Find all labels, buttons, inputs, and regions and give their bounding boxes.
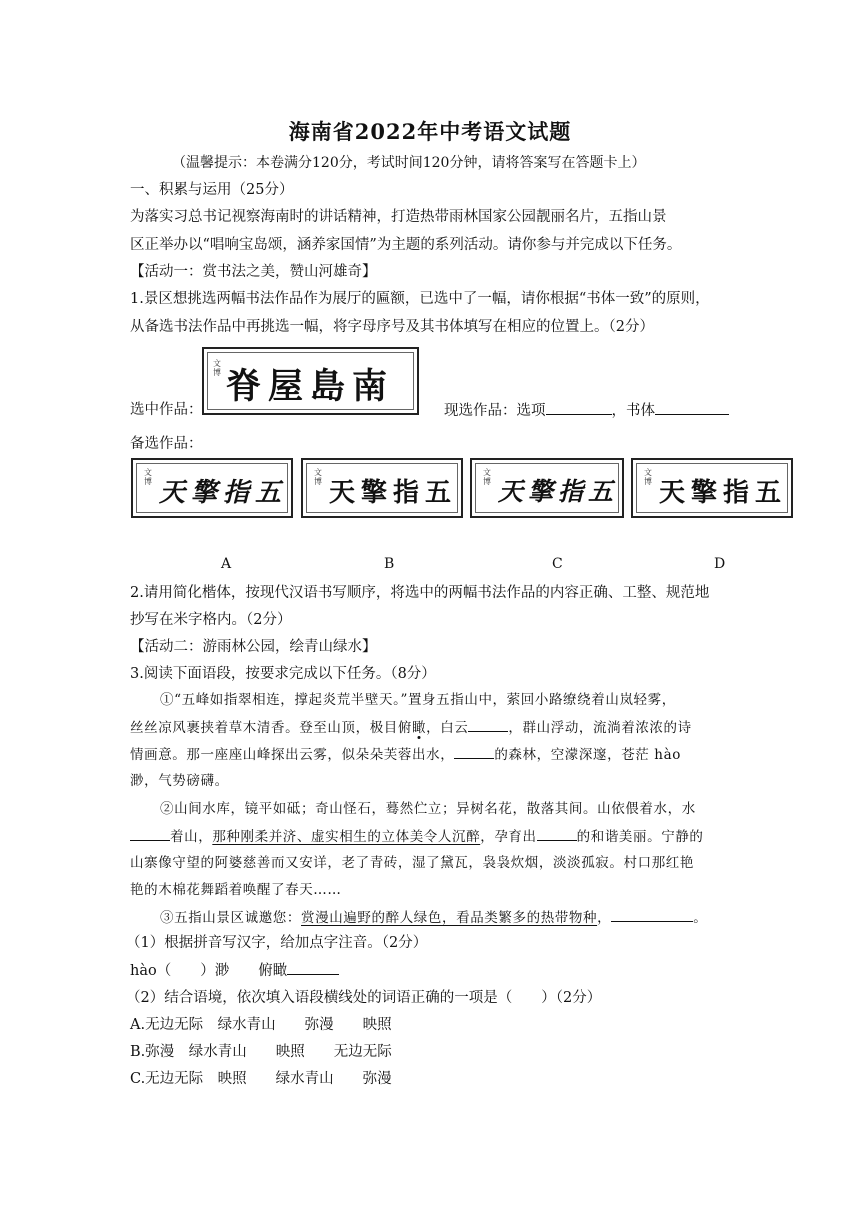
selected-label: 选中作品：	[130, 402, 203, 418]
paragraph-1-line-4: 渺，气势磅礴。	[130, 773, 229, 789]
paragraph-1-line-2: 丝丝凉风裹挟着草木清香。登至山顶，极目俯瞰，白云 ，群山浮动，流淌着浓浓的诗	[130, 717, 692, 738]
paragraph-1-line-1: ①“五峰如指翠相连，撑起炎荒半壁天。”置身五指山中，萦回小路缭绕着山岚轻雾，	[160, 692, 676, 708]
option-b-text: 五指擎天	[329, 478, 458, 508]
selected-calligraphy-plaque	[202, 347, 419, 415]
pinyin-blank[interactable]	[287, 960, 339, 975]
current-choice-label: 现选作品：选项	[444, 403, 546, 419]
sub-question-1-answer: hào（ ）渺 俯瞰	[130, 960, 339, 981]
question-1-line-1: 1.景区想挑选两幅书法作品作为展厅的匾额，已选中了一幅，请你根据“书体一致”的原则，	[130, 291, 710, 307]
fill-blank-3[interactable]	[130, 826, 170, 841]
choice-b: B.弥漫 绿水青山 映照 无边无际	[130, 1044, 392, 1060]
underlined-sentence: 赏漫山遍野的醉人绿色，看品类繁多的热带物种	[301, 910, 598, 926]
sub-question-2: （2）结合语境，依次填入语段横线处的词语正确的一项是（ ）（2分）	[126, 990, 602, 1006]
question-2-line-2: 抄写在米字格内。（2分）	[130, 612, 292, 628]
activity-one-heading: 【活动一：赏书法之美，赞山河雄奇】	[130, 264, 377, 280]
style-label: ，书体	[611, 403, 655, 419]
paragraph-2-line-4: 艳的木棉花舞蹈着唤醒了春天……	[130, 882, 342, 898]
candidates-label: 备选作品：	[130, 436, 203, 452]
fill-blank-1[interactable]	[468, 717, 508, 732]
style-blank[interactable]	[655, 400, 729, 415]
option-blank[interactable]	[546, 400, 612, 415]
section-heading: 一、积累与运用（25分）	[130, 182, 294, 198]
sub-question-1: （1）根据拼音写汉字，给加点字注音。（2分）	[126, 935, 428, 951]
seal-mark: 文博	[644, 468, 652, 486]
option-c-text: 五指擎天	[498, 477, 619, 506]
choice-c: C.无边无际 映照 绿水青山 弥漫	[130, 1071, 392, 1087]
paragraph-2-line-3: 山寨像守望的阿婆慈善而又安详，老了青砖，湿了黛瓦，袅袅炊烟，淡淡孤寂。村口那红艳	[130, 855, 694, 871]
answer-line	[444, 400, 729, 421]
notice: （温馨提示：本卷满分120分，考试时间120分钟，请将答案写在答题卡上）	[172, 155, 646, 171]
option-d-plaque	[631, 458, 793, 518]
paragraph-2-line-1: ②山间水库，镜平如砥；奇山怪石，蓦然伫立；异树名花，散落其间。山依偎着水，水	[160, 801, 696, 817]
question-2-line-1: 2.请用简化楷体，按现代汉语书写顺序，将选中的两幅书法作品的内容正确、工整、规范地	[130, 585, 710, 601]
question-1-line-2: 从备选书法作品中再挑选一幅，将字母序号及其书体填写在相应的位置上。（2分）	[130, 319, 654, 335]
page-title: 海南省2022年中考语文试题	[288, 119, 572, 144]
paragraph-3: ③五指山景区诚邀您：赏漫山遍野的醉人绿色，看品类繁多的热带物种， 。	[160, 907, 707, 928]
paragraph-1-line-3: 情画意。那一座座山峰探出云雾，似朵朵芙蓉出水， 的森林，空濛深邃，苍茫 hào	[130, 744, 681, 765]
option-a-text: 五指擎天	[159, 478, 288, 508]
seal-mark: 文博	[483, 468, 491, 486]
question-3: 3.阅读下面语段，按要求完成以下任务。（8分）	[130, 666, 436, 682]
option-d-letter: D	[714, 556, 726, 572]
selected-calligraphy-text: 南島屋脊	[226, 366, 395, 407]
fill-blank-2[interactable]	[454, 744, 494, 759]
fill-blank-5[interactable]	[611, 907, 693, 922]
seal-mark: 文博	[314, 468, 322, 486]
option-c-plaque	[470, 458, 624, 518]
activity-two-heading: 【活动二：游雨林公园，绘青山绿水】	[130, 639, 377, 655]
fill-blank-4[interactable]	[537, 826, 577, 841]
choice-a: A.无边无际 绿水青山 弥漫 映照	[130, 1017, 392, 1033]
option-c-letter: C	[552, 556, 563, 572]
intro-line-1: 为落实习总书记视察海南时的讲话精神，打造热带雨林国家公园靓丽名片，五指山景	[130, 209, 667, 225]
option-a-letter: A	[221, 556, 232, 572]
seal-mark: 文博	[213, 359, 221, 377]
intro-line-2: 区正举办以“唱响宝岛颂，涵养家国情”为主题的系列活动。请你参与并完成以下任务。	[130, 237, 682, 253]
option-d-text: 五指擎天	[659, 478, 788, 508]
paragraph-2-line-2: 着山，那种刚柔并济、虚实相生的立体美令人沉醉，孕育出 的和谐美丽。宁静的	[130, 826, 704, 847]
option-a-plaque	[131, 458, 293, 518]
option-b-plaque	[301, 458, 463, 518]
underlined-sentence: 那种刚柔并济、虚实相生的立体美令人沉醉	[212, 829, 481, 845]
option-b-letter: B	[384, 556, 395, 572]
dotted-character: 瞰	[412, 720, 427, 736]
seal-mark: 文博	[144, 468, 152, 486]
